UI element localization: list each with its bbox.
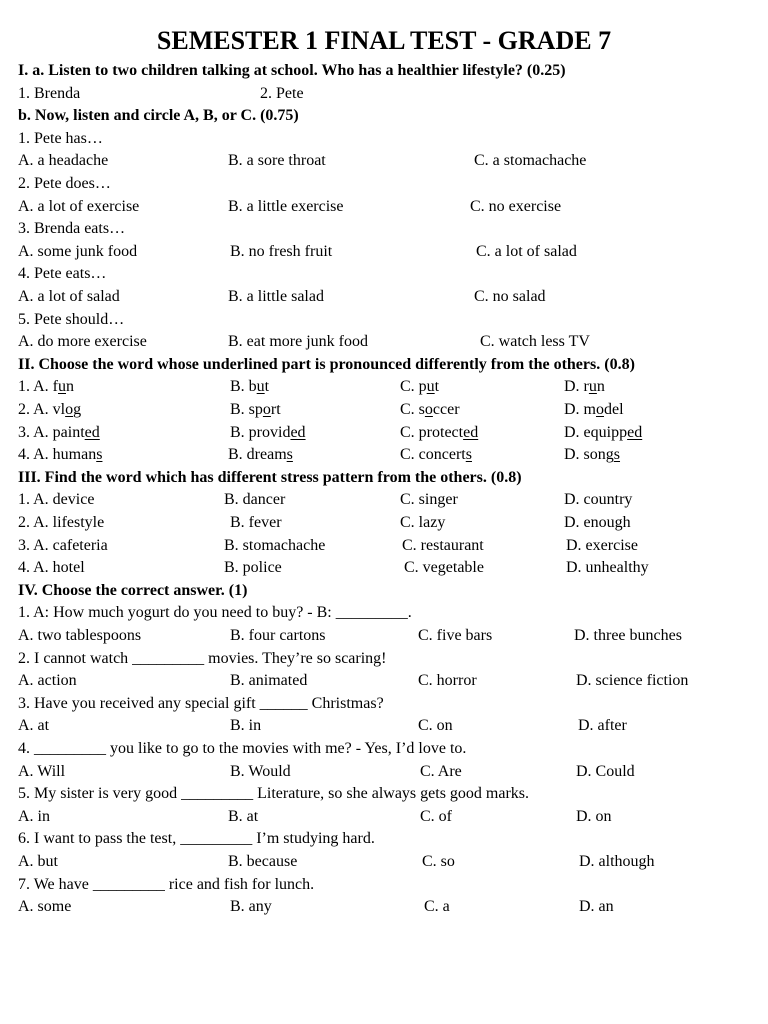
answer-option[interactable]: B. at xyxy=(228,807,259,825)
answer-option[interactable]: B. police xyxy=(224,559,282,577)
answer-option[interactable]: B. a little salad xyxy=(228,288,324,305)
answer-option[interactable]: B. Would xyxy=(230,762,291,780)
underlined-sound: o xyxy=(596,401,604,418)
answer-option[interactable]: C. a xyxy=(424,898,450,916)
answer-options-row xyxy=(18,331,758,354)
answer-option[interactable]: C. lazy xyxy=(400,514,446,531)
answer-option[interactable] xyxy=(228,444,293,467)
answer-option[interactable]: A. some xyxy=(18,898,72,916)
answer-option[interactable]: D. exercise xyxy=(566,536,638,554)
answer-option[interactable] xyxy=(400,399,460,422)
question-stem: 2. Pete does… xyxy=(18,175,111,192)
answer-option[interactable]: A. but xyxy=(18,853,58,870)
answer-option[interactable] xyxy=(564,376,605,399)
answer-option[interactable]: A. some junk food xyxy=(18,242,138,260)
answer-option[interactable]: C. watch less TV xyxy=(480,333,590,351)
option-text: C. protect xyxy=(400,423,464,441)
answer-option[interactable]: A. action xyxy=(18,672,77,690)
answer-option[interactable]: 1. Brenda xyxy=(18,84,81,102)
underlined-sound: o xyxy=(65,401,74,418)
answer-option[interactable]: 1. A. device xyxy=(18,491,95,509)
answer-option[interactable]: A. a lot of salad xyxy=(18,288,120,305)
answer-options-row xyxy=(18,376,758,399)
answer-option[interactable]: D. unhealthy xyxy=(566,559,649,577)
option-text: 2. A. vl xyxy=(18,401,66,418)
answer-options-row xyxy=(18,399,758,422)
question-stem: 6. I want to pass the test, _________ I’m studying hard. xyxy=(18,830,375,848)
answer-option[interactable]: A. Will xyxy=(18,762,66,780)
underlined-sound: s xyxy=(286,446,293,464)
answer-option[interactable] xyxy=(230,399,281,422)
answer-options-row xyxy=(18,715,758,738)
answer-option[interactable]: C. Are xyxy=(420,762,462,780)
answer-option[interactable]: C. singer xyxy=(400,491,458,509)
answer-option[interactable]: B. animated xyxy=(230,672,308,690)
page-title: SEMESTER 1 FINAL TEST - GRADE 7 xyxy=(156,26,612,55)
answer-options-row xyxy=(18,670,758,693)
option-text: B. dream xyxy=(228,446,287,464)
answer-option[interactable] xyxy=(18,376,74,399)
option-text: rt xyxy=(270,401,281,418)
answer-option[interactable]: B. four cartons xyxy=(230,627,326,644)
answer-option[interactable] xyxy=(18,399,81,422)
answer-option[interactable]: D. country xyxy=(564,491,633,509)
option-text: B. b xyxy=(230,378,257,396)
answer-option[interactable]: A. a lot of exercise xyxy=(18,197,140,215)
answer-options-row xyxy=(18,150,758,173)
section-heading: IV. Choose the correct answer. (1) xyxy=(18,581,248,599)
answer-option[interactable] xyxy=(564,422,642,445)
answer-option[interactable] xyxy=(230,422,306,445)
answer-option[interactable]: C. so xyxy=(422,853,455,870)
underlined-sound: u xyxy=(58,378,66,396)
answer-options-row xyxy=(18,422,758,445)
answer-option[interactable]: D. an xyxy=(579,898,614,916)
answer-options-row xyxy=(18,489,758,512)
option-text: D. m xyxy=(564,401,596,418)
answer-options-row xyxy=(18,512,758,535)
answer-option[interactable] xyxy=(18,422,100,445)
underlined-sound: s xyxy=(613,446,621,464)
answer-option[interactable]: 3. A. cafeteria xyxy=(18,536,108,554)
question-stem: 1. A: How much yogurt do you need to buy? - B: _________. xyxy=(18,604,412,622)
question-stem: 3. Brenda eats… xyxy=(18,220,126,238)
answer-option[interactable]: A. two tablespoons xyxy=(18,627,142,644)
underlined-sound: s xyxy=(465,446,472,464)
answer-option[interactable]: 2. A. lifestyle xyxy=(18,514,105,531)
question-stem: 5. My sister is very good _________ Literature, so she always gets good marks. xyxy=(18,785,530,803)
option-text: 3. A. paint xyxy=(18,423,85,441)
answer-options-row xyxy=(18,535,758,558)
option-text: D. r xyxy=(564,378,589,396)
answer-options-row xyxy=(18,83,758,106)
section-heading: I. a. Listen to two children talking at school. Who has a healthier lifestyle? (0.25) xyxy=(18,62,566,79)
section-heading: b. Now, listen and circle A, B, or C. (0.75) xyxy=(18,107,299,125)
answer-option[interactable]: C. restaurant xyxy=(402,536,484,554)
answer-option[interactable]: B. stomachache xyxy=(224,536,326,554)
option-text: C. p xyxy=(400,378,427,396)
answer-options-row xyxy=(18,806,758,829)
answer-option[interactable]: 2. Pete xyxy=(260,84,304,102)
answer-option[interactable]: C. no exercise xyxy=(470,197,562,215)
underlined-sound: u xyxy=(426,378,435,396)
answer-option[interactable]: B. a sore throat xyxy=(228,152,326,170)
answer-options-row xyxy=(18,761,758,784)
answer-option[interactable]: D. after xyxy=(578,717,627,735)
question-stem: 3. Have you received any special gift ______ Christmas? xyxy=(18,694,384,712)
answer-option[interactable]: D. science fiction xyxy=(576,672,689,690)
answer-option[interactable]: B. because xyxy=(228,853,298,870)
option-text: n xyxy=(66,378,74,396)
underlined-sound: ed xyxy=(84,423,100,441)
option-text: t xyxy=(434,378,440,396)
answer-option[interactable]: B. a little exercise xyxy=(228,197,344,215)
option-text: 4. A. human xyxy=(18,446,97,464)
answer-option[interactable]: D. although xyxy=(579,853,655,870)
option-text: 1. A. f xyxy=(18,378,58,396)
answer-option[interactable]: A. do more exercise xyxy=(18,333,147,351)
answer-option[interactable]: B. in xyxy=(230,717,262,735)
underlined-sound: ed xyxy=(463,423,479,441)
question-stem: 4. _________ you like to go to the movies with me? - Yes, I’d love to. xyxy=(18,740,467,757)
answer-option[interactable]: C. a lot of salad xyxy=(476,242,577,260)
option-text: n xyxy=(596,378,605,396)
answer-option[interactable]: A. at xyxy=(18,717,50,735)
question-stem: 5. Pete should… xyxy=(18,310,125,328)
answer-option[interactable] xyxy=(564,399,624,422)
answer-option[interactable]: C. on xyxy=(418,717,453,735)
answer-option[interactable]: C. no salad xyxy=(474,288,546,305)
answer-option[interactable] xyxy=(230,376,269,399)
answer-options-row xyxy=(18,851,758,874)
answer-option[interactable]: A. a headache xyxy=(18,152,109,170)
answer-options-row xyxy=(18,241,758,264)
answer-option[interactable]: D. three bunches xyxy=(574,627,682,644)
answer-option[interactable]: D. on xyxy=(576,807,612,825)
option-text: D. equipp xyxy=(564,423,628,441)
answer-option[interactable]: B. no fresh fruit xyxy=(230,242,333,260)
answer-option[interactable]: C. horror xyxy=(418,672,477,690)
section-heading: III. Find the word which has different stress pattern from the others. (0.8) xyxy=(18,468,522,486)
answer-option[interactable]: C. of xyxy=(420,807,452,825)
answer-options-row xyxy=(18,196,758,219)
option-text: D. song xyxy=(564,446,614,464)
option-text: del xyxy=(604,401,624,418)
answer-options-row xyxy=(18,896,758,919)
answer-option[interactable] xyxy=(400,444,472,467)
question-stem: 2. I cannot watch _________ movies. They’re so scaring! xyxy=(18,649,387,667)
underlined-sound: ed xyxy=(627,423,643,441)
answer-options-row xyxy=(18,557,758,580)
underlined-sound: u xyxy=(588,378,597,396)
underlined-sound: u xyxy=(256,378,265,396)
answer-option[interactable]: D. Could xyxy=(576,762,635,780)
answer-option[interactable] xyxy=(400,376,439,399)
question-stem: 4. Pete eats… xyxy=(18,265,107,283)
option-text: g xyxy=(73,401,82,418)
answer-option[interactable] xyxy=(18,444,102,467)
answer-option[interactable]: B. any xyxy=(230,898,272,916)
answer-options-row xyxy=(18,286,758,309)
underlined-sound: o xyxy=(424,401,433,418)
underlined-sound: o xyxy=(262,401,271,418)
answer-option[interactable] xyxy=(400,422,478,445)
section-heading: II. Choose the word whose underlined part is pronounced differently from the others. (0.8) xyxy=(18,355,635,373)
underlined-sound: ed xyxy=(290,423,306,441)
option-text: ccer xyxy=(432,401,460,418)
answer-option[interactable]: B. eat more junk food xyxy=(228,333,368,351)
answer-option[interactable]: B. dancer xyxy=(224,491,286,509)
underlined-sound: s xyxy=(96,446,103,464)
answer-option[interactable]: A. in xyxy=(18,807,50,825)
question-stem: 7. We have _________ rice and fish for lunch. xyxy=(18,875,315,893)
answer-option[interactable]: 4. A. hotel xyxy=(18,559,85,577)
option-text: C. concert xyxy=(400,446,466,464)
question-stem: 1. Pete has… xyxy=(18,129,103,147)
option-text: t xyxy=(264,378,270,396)
answer-option[interactable]: D. enough xyxy=(564,514,631,531)
answer-options-row xyxy=(18,625,758,648)
option-text: B. sp xyxy=(230,401,263,418)
answer-option[interactable]: C. vegetable xyxy=(404,559,484,577)
answer-option[interactable] xyxy=(564,444,620,467)
answer-option[interactable]: B. fever xyxy=(230,514,282,531)
answer-option[interactable]: C. five bars xyxy=(418,627,493,644)
answer-option[interactable]: C. a stomachache xyxy=(474,152,587,170)
option-text: B. provid xyxy=(230,423,291,441)
answer-options-row xyxy=(18,444,758,467)
option-text: C. s xyxy=(400,401,425,418)
